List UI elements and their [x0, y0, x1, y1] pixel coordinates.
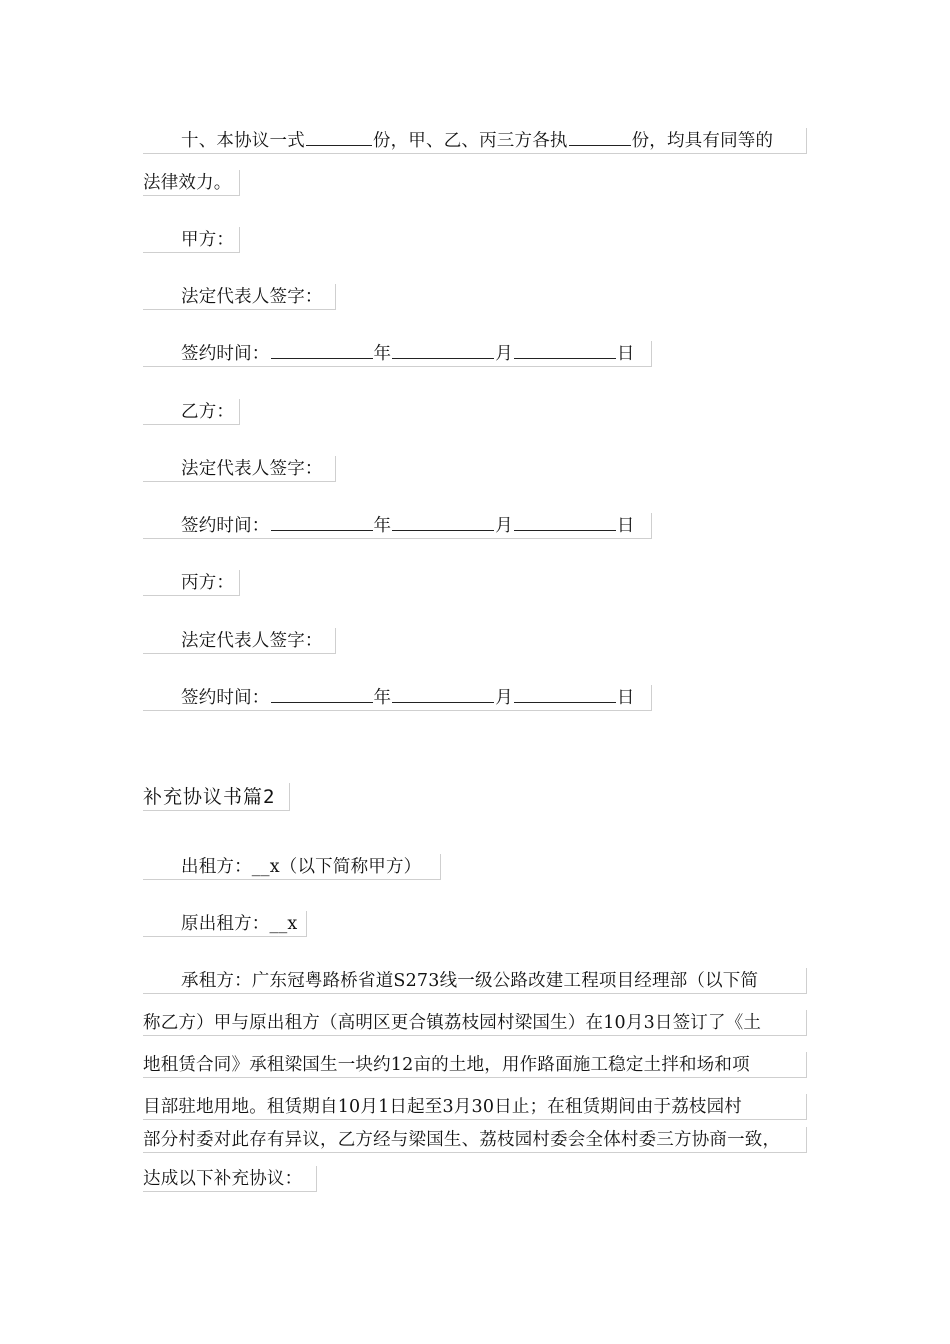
day-blank	[514, 685, 616, 703]
paragraph-line-2: 称乙方）甲与原出租方（高明区更合镇荔枝园村梁国生）在10月3日签订了《土	[143, 1010, 807, 1036]
party-c-rep-sign: 法定代表人签字：	[143, 628, 336, 654]
year-label: 年	[373, 516, 392, 536]
month-blank	[392, 685, 494, 703]
party-a-sign-date	[143, 341, 652, 367]
month-blank	[392, 341, 494, 359]
party-a-label: 甲方：	[143, 227, 240, 253]
party-b-rep-sign: 法定代表人签字：	[143, 456, 336, 482]
day-blank	[514, 513, 616, 531]
paragraph-line-1: 承租方：广东冠粤路桥省道S273线一级公路改建工程项目经理部（以下简	[143, 968, 807, 994]
paragraph-line-6: 达成以下补充协议：	[143, 1166, 317, 1192]
clause-10-text-a: 十、本协议一式	[181, 131, 305, 151]
day-label: 日	[616, 688, 635, 708]
lessor-line: 出租方：__x（以下简称甲方）	[143, 854, 441, 880]
sign-date-label: 签约时间：	[181, 688, 270, 708]
clause-10-text-c: 份，均具有同等的	[631, 131, 774, 151]
month-blank	[392, 513, 494, 531]
day-label: 日	[616, 516, 635, 536]
year-label: 年	[373, 344, 392, 364]
sign-date-label: 签约时间：	[181, 516, 270, 536]
paragraph-line-5: 部分村委对此存有异议，乙方经与梁国生、荔枝园村委会全体村委三方协商一致，	[143, 1127, 807, 1153]
sign-date-label: 签约时间：	[181, 344, 270, 364]
day-blank	[514, 341, 616, 359]
paragraph-line-3: 地租赁合同》承租梁国生一块约12亩的土地，用作路面施工稳定土拌和场和项	[143, 1052, 807, 1078]
clause-10-text-b: 份，甲、乙、丙三方各执	[372, 131, 568, 151]
party-a-rep-sign: 法定代表人签字：	[143, 284, 336, 310]
year-blank	[271, 341, 373, 359]
day-label: 日	[616, 344, 635, 364]
copies-each-blank	[569, 128, 631, 146]
paragraph-line-4: 目部驻地用地。租赁期自10月1日起至3月30日止；在租赁期间由于荔枝园村	[143, 1094, 807, 1120]
party-c-label: 丙方：	[143, 570, 240, 596]
year-label: 年	[373, 688, 392, 708]
original-lessor-line: 原出租方：__x	[143, 911, 307, 937]
month-label: 月	[495, 688, 513, 708]
section-2-heading: 补充协议书篇2	[143, 783, 290, 811]
year-blank	[271, 513, 373, 531]
clause-10-line-1	[143, 128, 807, 154]
month-label: 月	[495, 344, 513, 364]
party-b-sign-date	[143, 513, 652, 539]
year-blank	[271, 685, 373, 703]
party-b-label: 乙方：	[143, 399, 240, 425]
month-label: 月	[495, 516, 513, 536]
party-c-sign-date	[143, 685, 652, 711]
clause-10-line-2: 法律效力。	[143, 170, 240, 196]
copies-total-blank	[306, 128, 372, 146]
